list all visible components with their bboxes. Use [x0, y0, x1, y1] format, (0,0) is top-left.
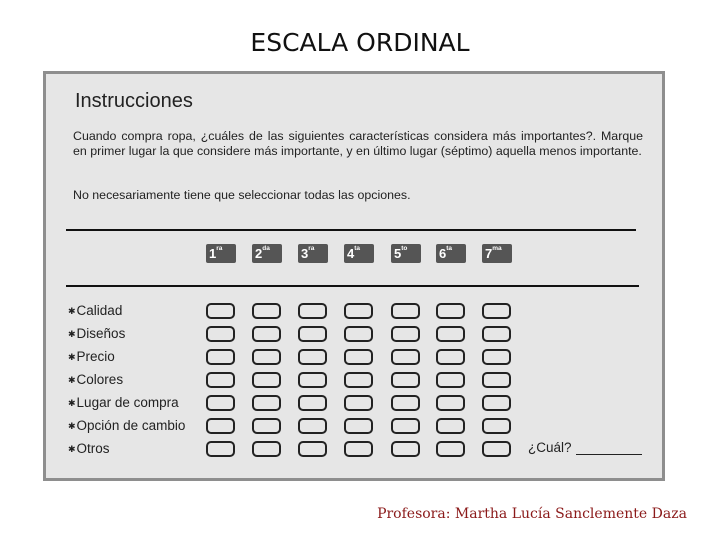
rank-suffix: ta — [354, 245, 361, 252]
rank-label-3 — [298, 244, 328, 263]
rank-label-6 — [436, 244, 466, 263]
rank-checkbox[interactable] — [482, 303, 511, 319]
criterion-row-label — [68, 418, 185, 433]
rank-checkbox[interactable] — [298, 326, 327, 342]
rank-checkbox[interactable] — [344, 372, 373, 388]
rank-checkbox[interactable] — [344, 441, 373, 457]
rank-checkbox[interactable] — [252, 395, 281, 411]
rank-suffix: ra — [308, 245, 315, 252]
rank-checkbox[interactable] — [436, 349, 465, 365]
rank-checkbox[interactable] — [206, 441, 235, 457]
asterisk-bullet-icon: ✱ — [68, 374, 76, 385]
rank-label-2 — [252, 244, 282, 263]
rank-checkbox[interactable] — [344, 326, 373, 342]
asterisk-bullet-icon: ✱ — [68, 305, 76, 316]
rank-checkbox[interactable] — [482, 395, 511, 411]
other-answer-line[interactable] — [576, 454, 642, 455]
rank-checkbox[interactable] — [252, 418, 281, 434]
criterion-label: Opción de cambio — [76, 418, 186, 433]
rank-checkbox[interactable] — [252, 326, 281, 342]
slide-title: ESCALA ORDINAL — [250, 28, 470, 57]
rank-checkbox[interactable] — [344, 303, 373, 319]
rank-checkbox[interactable] — [436, 418, 465, 434]
rank-number: 2 — [255, 246, 263, 261]
rank-checkbox[interactable] — [206, 372, 235, 388]
rank-suffix: ta — [446, 245, 453, 252]
criterion-row-label — [68, 395, 179, 410]
rank-checkbox[interactable] — [252, 441, 281, 457]
criterion-label: Colores — [76, 372, 124, 387]
rank-checkbox[interactable] — [391, 372, 420, 388]
rank-checkbox[interactable] — [344, 395, 373, 411]
rank-checkbox[interactable] — [436, 326, 465, 342]
rank-checkbox[interactable] — [206, 303, 235, 319]
rank-checkbox[interactable] — [298, 303, 327, 319]
rank-checkbox[interactable] — [391, 395, 420, 411]
asterisk-bullet-icon: ✱ — [68, 351, 76, 362]
rank-label-4 — [344, 244, 374, 263]
criterion-row-label — [68, 372, 123, 387]
rank-number: 4 — [347, 246, 355, 261]
asterisk-bullet-icon: ✱ — [68, 328, 76, 339]
rank-checkbox[interactable] — [391, 418, 420, 434]
rank-checkbox[interactable] — [436, 441, 465, 457]
criterion-label: Diseños — [76, 326, 126, 341]
rank-checkbox[interactable] — [298, 372, 327, 388]
rank-number: 7 — [485, 246, 493, 261]
rank-suffix: ra — [216, 245, 223, 252]
criterion-row-label — [68, 303, 122, 318]
criterion-label: Precio — [76, 349, 115, 364]
rank-checkbox[interactable] — [298, 441, 327, 457]
rank-checkbox[interactable] — [298, 349, 327, 365]
rank-label-5 — [391, 244, 421, 263]
rank-suffix: da — [262, 245, 270, 252]
asterisk-bullet-icon: ✱ — [68, 397, 76, 408]
rank-checkbox[interactable] — [252, 303, 281, 319]
rank-checkbox[interactable] — [391, 349, 420, 365]
asterisk-bullet-icon: ✱ — [68, 420, 76, 431]
rank-checkbox[interactable] — [206, 326, 235, 342]
rank-checkbox[interactable] — [436, 395, 465, 411]
rank-checkbox[interactable] — [206, 349, 235, 365]
other-prompt: ¿Cuál? — [528, 440, 572, 455]
rank-checkbox[interactable] — [252, 349, 281, 365]
rank-checkbox[interactable] — [206, 418, 235, 434]
divider-top — [66, 229, 636, 231]
rank-number: 1 — [209, 246, 217, 261]
rank-checkbox[interactable] — [391, 441, 420, 457]
criterion-label: Otros — [76, 441, 110, 456]
instructions-note: No necesariamente tiene que seleccionar todas las opciones. — [73, 188, 411, 202]
rank-number: 3 — [301, 246, 309, 261]
rank-label-1 — [206, 244, 236, 263]
instructions-heading: Instrucciones — [75, 90, 193, 112]
criterion-label: Lugar de compra — [76, 395, 179, 410]
rank-number: 5 — [394, 246, 402, 261]
criterion-row-label — [68, 441, 110, 456]
criterion-row-label — [68, 326, 125, 341]
rank-checkbox[interactable] — [298, 395, 327, 411]
rank-checkbox[interactable] — [298, 418, 327, 434]
rank-checkbox[interactable] — [482, 372, 511, 388]
rank-checkbox[interactable] — [482, 326, 511, 342]
author-footer: Profesora: Martha Lucía Sanclemente Daza — [377, 506, 687, 522]
rank-checkbox[interactable] — [391, 326, 420, 342]
rank-checkbox[interactable] — [391, 303, 420, 319]
rank-suffix: to — [401, 245, 408, 252]
instructions-text: Cuando compra ropa, ¿cuáles de las siguientes características considera más importantes?. Marque en primer lugar la que considere más importante, y en último lugar (séptimo) aquella menos importante. — [73, 129, 643, 158]
rank-checkbox[interactable] — [344, 418, 373, 434]
rank-checkbox[interactable] — [252, 372, 281, 388]
asterisk-bullet-icon: ✱ — [68, 443, 76, 454]
criterion-row-label — [68, 349, 115, 364]
rank-checkbox[interactable] — [206, 395, 235, 411]
rank-checkbox[interactable] — [482, 418, 511, 434]
rank-checkbox[interactable] — [344, 349, 373, 365]
rank-number: 6 — [439, 246, 447, 261]
questionnaire-panel — [43, 71, 665, 481]
criterion-label: Calidad — [76, 303, 123, 318]
rank-suffix: ma — [492, 245, 502, 252]
divider-bottom — [66, 285, 639, 287]
rank-checkbox[interactable] — [482, 349, 511, 365]
rank-label-7 — [482, 244, 512, 263]
rank-checkbox[interactable] — [436, 303, 465, 319]
rank-checkbox[interactable] — [482, 441, 511, 457]
rank-checkbox[interactable] — [436, 372, 465, 388]
